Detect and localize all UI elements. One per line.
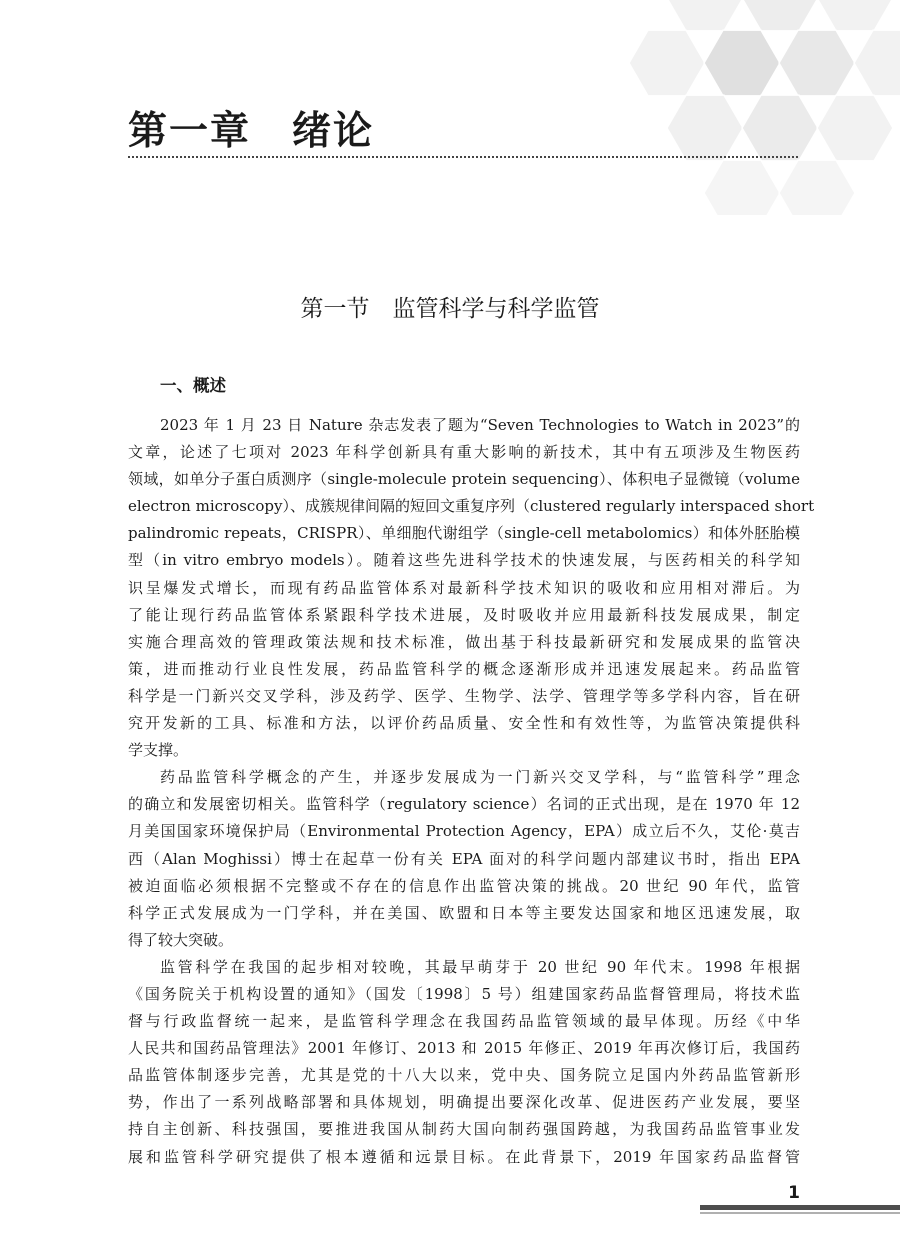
text-line: 品监管体制逐步完善，尤其是党的十八大以来，党中央、国务院立足国内外药品监管新形: [128, 1066, 800, 1085]
hexagon-shape: [667, 0, 743, 31]
section-title: 第一节 监管科学与科学监管: [300, 296, 600, 322]
footer-bar: [700, 1205, 900, 1210]
text-line: 2023 年 1 月 23 日 Nature 杂志发表了题为“Seven Technologies to Watch in 2023”的: [160, 416, 800, 434]
hexagon-decoration: [610, 0, 900, 215]
hexagon-shape: [854, 30, 900, 96]
text-line: palindromic repeats，CRISPR）、单细胞代谢组学（single-cell metabolomics）和体外胚胎模: [128, 524, 800, 543]
text-line: 势，作出了一系列战略部署和具体规划，明确提出要深化改革、促进医药产业发展，要坚: [128, 1093, 800, 1112]
text-line: 得了较大突破。: [128, 930, 234, 949]
text-line: 持自主创新、科技强国，要推进我国从制药大国向制药强国跨越，为我国药品监管事业发: [128, 1120, 800, 1139]
text-line: 月美国国家环境保护局（Environmental Protection Agency，EPA）成立后不久，艾伦·莫吉: [128, 822, 800, 841]
text-line: 领域，如单分子蛋白质测序（single-molecule protein sequencing）、体积电子显微镜（volume: [128, 470, 800, 489]
hexagon-shape: [779, 160, 855, 215]
text-line: 人民共和国药品管理法》2001 年修订、2013 和 2015 年修正、2019 年再次修订后，我国药: [128, 1039, 800, 1058]
chapter-title-divider: [128, 156, 798, 158]
text-line: 《国务院关于机构设置的通知》（国发〔1998〕5 号）组建国家药品监督管理局，将技术监: [128, 984, 800, 1003]
text-line: 西（Alan Moghissi）博士在起草一份有关 EPA 面对的科学问题内部建议书时，指出 EPA: [128, 849, 800, 868]
hexagon-shape: [742, 95, 818, 161]
paragraph-1: [128, 412, 815, 764]
subsection-title: 一、概述: [160, 376, 226, 395]
hexagon-shape: [817, 95, 893, 161]
hexagon-shape: [779, 30, 855, 96]
text-line: 的确立和发展密切相关。监管科学（regulatory science）名词的正式出现，是在 1970 年 12: [128, 795, 800, 814]
page-number: 1: [788, 1183, 800, 1203]
text-line: 策，进而推动行业良性发展，药品监管科学的概念逐渐形成并迅速发展起来。药品监管: [128, 659, 800, 678]
text-line: 督与行政监督统一起来，是监管科学理念在我国药品监管领域的最早体现。历经《中华: [128, 1012, 800, 1031]
text-line: 科学是一门新兴交叉学科，涉及药学、医学、生物学、法学、管理学等多学科内容，旨在研: [128, 686, 800, 705]
hexagon-shape: [742, 0, 818, 31]
hexagon-shape: [704, 160, 780, 215]
paragraph-2: [128, 764, 800, 954]
text-line: 了能让现行药品监管体系紧跟科学技术进展，及时吸收并应用最新科技发展成果，制定: [128, 605, 800, 624]
text-line: 实施合理高效的管理政策法规和技术标准，做出基于科技最新研究和发展成果的监管决: [128, 632, 800, 651]
hexagon-shape: [667, 95, 743, 161]
footer-bar-accent: [700, 1212, 900, 1214]
text-line: 科学正式发展成为一门学科，并在美国、欧盟和日本等主要发达国家和地区迅速发展，取: [128, 903, 800, 922]
chapter-title: 第一章 绪论: [128, 109, 375, 154]
text-line: 学支撑。: [128, 741, 189, 760]
text-line: 展和监管科学研究提供了根本遵循和远景目标。在此背景下，2019 年国家药品监督管: [128, 1147, 800, 1166]
hexagon-shape: [629, 30, 705, 96]
text-line: 型（in vitro embryo models）。随着这些先进科学技术的快速发展，与医药相关的科学知: [128, 551, 800, 570]
text-line: 文章，论述了七项对 2023 年科学创新具有重大影响的新技术，其中有五项涉及生物医药: [128, 443, 800, 462]
paragraph-3: [128, 954, 800, 1171]
text-line: 药品监管科学概念的产生，并逐步发展成为一门新兴交叉学科，与“监管科学”理念: [160, 768, 800, 787]
text-line: 识呈爆发式增长，而现有药品监管体系对最新科学技术知识的吸收和应用相对滞后。为: [128, 578, 800, 597]
hexagon-shape: [817, 0, 893, 31]
text-line: 究开发新的工具、标准和方法，以评价药品质量、安全性和有效性等，为监管决策提供科: [128, 714, 800, 733]
text-line: 被迫面临必须根据不完整或不存在的信息作出监管决策的挑战。20 世纪 90 年代，监管: [128, 876, 800, 895]
hexagon-shape: [704, 30, 780, 96]
text-line: electron microscopy）、成簇规律间隔的短回文重复序列（clustered regularly interspaced short: [128, 497, 815, 516]
text-line: 监管科学在我国的起步相对较晚，其最早萌芽于 20 世纪 90 年代末。1998 年根据: [160, 957, 800, 976]
body-text: [128, 412, 815, 1171]
